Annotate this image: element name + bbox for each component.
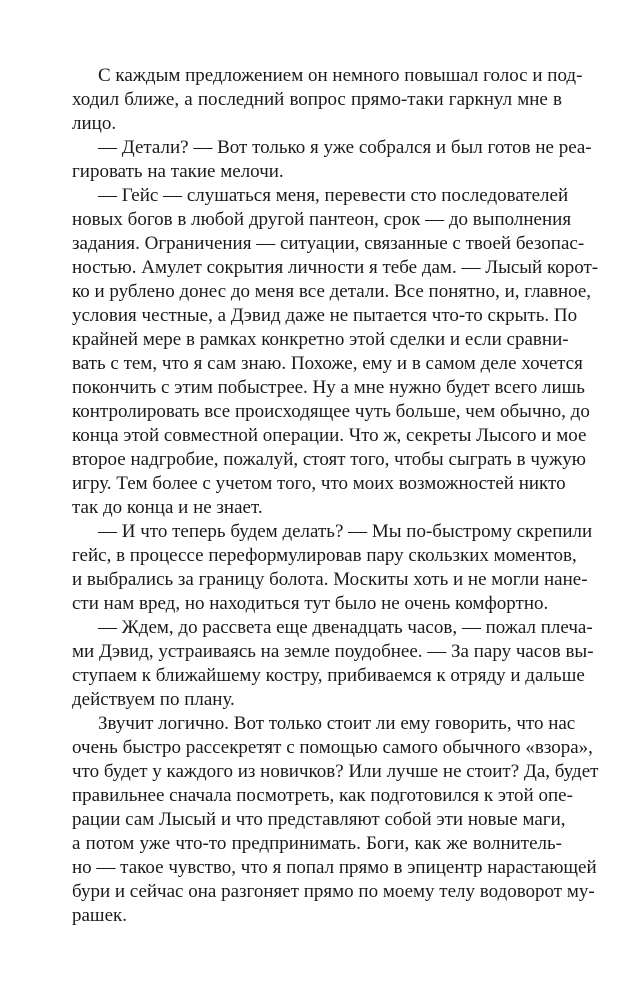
text-line: бури и сейчас она разгоняет прямо по моему телу водоворот му-: [72, 881, 595, 902]
text-line: контролировать все происходящее чуть больше, чем обычно, до: [72, 401, 590, 422]
text-line: сти нам вред, но находиться тут было не очень комфортно.: [72, 593, 549, 614]
text-line: — Ждем, до рассвета еще двенадцать часов, — пожал плеча-: [98, 617, 593, 638]
text-line: ко и рублено донес до меня все детали. Все понятно, и, главное,: [72, 281, 592, 302]
text-line: а потом уже что-то предпринимать. Боги, как же волнитель-: [72, 833, 562, 854]
text-line: гировать на такие мелочи.: [72, 161, 284, 182]
text-line: так до конца и не знает.: [72, 497, 263, 518]
text-line: гейс, в процессе переформулировав пару скользких моментов,: [72, 545, 577, 566]
text-line: рашек.: [72, 905, 127, 926]
text-line: конца этой совместной операции. Что ж, секреты Лысого и мое: [72, 425, 587, 446]
text-line: новых богов в любой другой пантеон, срок — до выполнения: [72, 209, 572, 230]
text-line: рации сам Лысый и что представляют собой эти новые маги,: [72, 809, 566, 830]
text-line: правильнее сначала посмотреть, как подготовился к этой опе-: [72, 785, 573, 806]
text-line: ступаем к ближайшему костру, прибиваемся к отряду и дальше: [72, 665, 585, 686]
text-line: очень быстро рассекретят с помощью самого обычного «взора»,: [72, 737, 593, 758]
text-line: — Гейс — слушаться меня, перевести сто последователей: [98, 185, 569, 206]
text-line: крайней мере в рамках конкретно этой сделки и если сравни-: [72, 329, 569, 350]
text-line: — Детали? — Вот только я уже собрался и был готов не реа-: [98, 137, 592, 158]
text-line: покончить с этим побыстрее. Ну а мне нужно будет всего лишь: [72, 377, 585, 398]
text-line: — И что теперь будем делать? — Мы по-быстрому скрепили: [98, 521, 593, 542]
text-line: Звучит логично. Вот только стоит ли ему говорить, что нас: [98, 713, 576, 734]
text-line: С каждым предложением он немного повышал голос и под-: [98, 65, 583, 86]
text-line: что будет у каждого из новичков? Или лучше не стоит? Да, будет: [72, 761, 599, 782]
text-line: но — такое чувство, что я попал прямо в эпицентр нарастающей: [72, 857, 597, 878]
body-text: [72, 64, 599, 928]
text-line: вать с тем, что я сам знаю. Похоже, ему и в самом деле хочется: [72, 353, 583, 374]
text-line: действуем по плану.: [72, 689, 235, 710]
text-line: игру. Тем более с учетом того, что моих возможностей никто: [72, 473, 566, 494]
text-line: условия честные, а Дэвид даже не пытается что-то скрыть. По: [72, 305, 578, 326]
text-line: ностью. Амулет сокрытия личности я тебе дам. — Лысый корот-: [72, 257, 599, 278]
text-line: второе надгробие, пожалуй, стоят того, чтобы сыграть в чужую: [72, 449, 586, 470]
text-line: ми Дэвид, устраиваясь на земле поудобнее. — За пару часов вы-: [72, 641, 594, 662]
text-line: и выбрались за границу болота. Москиты хоть и не могли нане-: [72, 569, 588, 590]
text-line: лицо.: [72, 113, 117, 134]
text-line: ходил ближе, а последний вопрос прямо-таки гаркнул мне в: [72, 89, 562, 110]
text-line: задания. Ограничения — ситуации, связанные с твоей безопас-: [72, 233, 585, 254]
